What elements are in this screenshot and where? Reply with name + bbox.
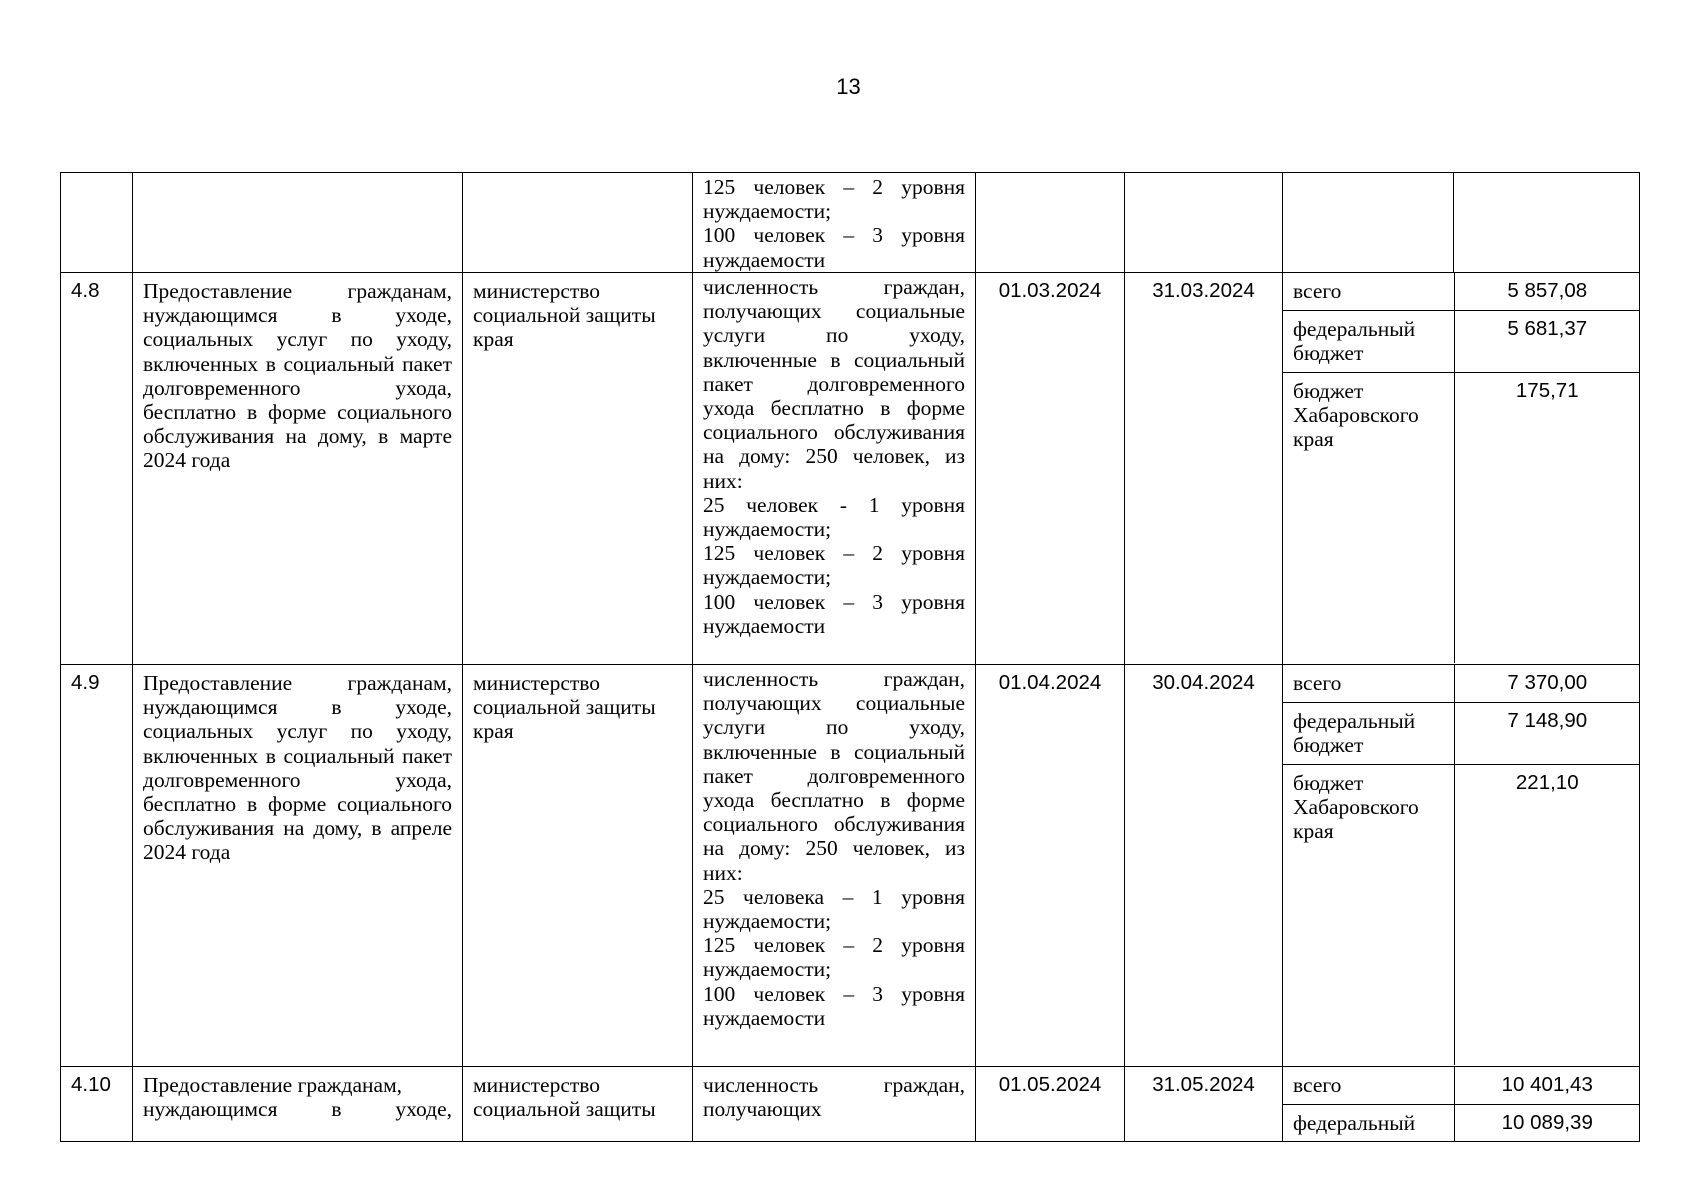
indicator-line: численность граждан, получающих — [703, 1073, 965, 1122]
table-row — [61, 1067, 1640, 1142]
indicator-line: 125 человек – 2 уровня нуждаемости; — [703, 541, 965, 590]
funding-amount: 10 401,43 — [1454, 1067, 1640, 1104]
funding-row — [1283, 372, 1640, 663]
funding-amount: 5 681,37 — [1454, 310, 1640, 372]
funding-source: федеральный бюджет — [1283, 702, 1454, 764]
funding-amount: 7 370,00 — [1454, 665, 1640, 702]
row-indicator — [693, 273, 976, 665]
funding-amount: 10 089,39 — [1501, 1110, 1593, 1134]
row-date-end: 31.03.2024 — [1125, 273, 1283, 665]
funding-table — [1283, 1067, 1640, 1141]
row-funding — [1283, 1067, 1640, 1142]
row-description — [133, 1067, 463, 1142]
row-description: Предоставление гражданам, нуждающимся в уходе, социальных услуг по уходу, включенных в социальный пакет долговременного ухода, бесплатно в форме социального обслуживания на дому, в марте 2024 года — [133, 273, 463, 665]
table-row — [61, 665, 1640, 1067]
funding-row — [1283, 764, 1640, 1065]
activity-table — [60, 172, 1640, 1142]
indicator-line: 25 человек - 1 уровня нуждаемости; — [703, 492, 965, 542]
row-number: 4.9 — [61, 665, 133, 1067]
row-number: 4.10 — [61, 1067, 133, 1142]
funding-amount: 7 148,90 — [1454, 702, 1640, 764]
row-date-start: 01.04.2024 — [976, 665, 1125, 1067]
indicator-line: 25 человека – 1 уровня нуждаемости; — [703, 884, 965, 934]
indicator-line: 100 человек – 3 уровня нуждаемости — [703, 981, 965, 1030]
indicator-line: 125 человек – 2 уровня нуждаемости; — [703, 933, 965, 982]
row-number: 4.8 — [61, 273, 133, 665]
cell-organization — [463, 173, 693, 273]
funding-amount: 5 857,08 — [1454, 273, 1640, 310]
row-funding — [1283, 273, 1640, 665]
indicator-line: 100 человек – 3 уровня нуждаемости — [703, 589, 965, 638]
funding-table — [1283, 273, 1640, 663]
funding-row — [1283, 310, 1640, 372]
row-date-end: 30.04.2024 — [1125, 665, 1283, 1067]
cell-indicator — [693, 173, 976, 273]
row-indicator — [693, 1067, 976, 1142]
row-funding — [1283, 665, 1640, 1067]
cell-date-end — [1125, 173, 1283, 273]
cell-description — [133, 173, 463, 273]
funding-row — [1283, 1067, 1640, 1104]
funding-source: всего — [1283, 665, 1454, 702]
table-row — [61, 273, 1640, 665]
funding-source: федеральный бюджет — [1283, 310, 1454, 372]
funding-row — [1283, 273, 1640, 310]
funding-source: бюджет Хабаровского края — [1283, 372, 1454, 663]
cell-funding-amount — [1454, 173, 1640, 273]
row-date-start: 01.03.2024 — [976, 273, 1125, 665]
indicator-line: численность граждан, получающих социальные услуги по уходу, включенные в социальный пакет долговременного ухода бесплатно в форме социального обслуживания на дому: 250 человек, из них: — [703, 275, 965, 493]
funding-amount: 175,71 — [1515, 378, 1579, 402]
funding-table — [1283, 665, 1640, 1065]
cell-funding-source — [1283, 173, 1454, 273]
funding-row — [1283, 1104, 1640, 1141]
row-organization: министерство социальной защиты — [463, 1067, 693, 1142]
indicator-line: 125 человек – 2 уровня нуждаемости; — [703, 175, 965, 224]
table-row-continuation — [61, 173, 1640, 273]
funding-row — [1283, 702, 1640, 764]
funding-source: всего — [1283, 1067, 1454, 1104]
cell-num — [61, 173, 133, 273]
page-number: 13 — [836, 74, 861, 99]
cell-date-start — [976, 173, 1125, 273]
indicator-line: 100 человек – 3 уровня нуждаемости — [703, 223, 965, 272]
row-date-start: 01.05.2024 — [976, 1067, 1125, 1142]
row-organization: министерство социальной защиты края — [463, 273, 693, 665]
funding-amount: 221,10 — [1515, 770, 1579, 794]
row-organization: министерство социальной защиты края — [463, 665, 693, 1067]
funding-source: бюджет Хабаровского края — [1283, 764, 1454, 1065]
funding-source: всего — [1283, 273, 1454, 310]
indicator-line: численность граждан, получающих социальные услуги по уходу, включенные в социальный пакет долговременного ухода бесплатно в форме социального обслуживания на дому: 250 человек, из них: — [703, 667, 965, 885]
funding-row — [1283, 665, 1640, 702]
row-indicator — [693, 665, 976, 1067]
row-date-end: 31.05.2024 — [1125, 1067, 1283, 1142]
funding-source: федеральный — [1283, 1104, 1454, 1141]
row-description: Предоставление гражданам, нуждающимся в уходе, социальных услуг по уходу, включенных в социальный пакет долговременного ухода, бесплатно в форме социального обслуживания на дому, в апреле 2024 года — [133, 665, 463, 1067]
description-text: Предоставление гражданам, нуждающимся в уходе, — [143, 1073, 452, 1122]
